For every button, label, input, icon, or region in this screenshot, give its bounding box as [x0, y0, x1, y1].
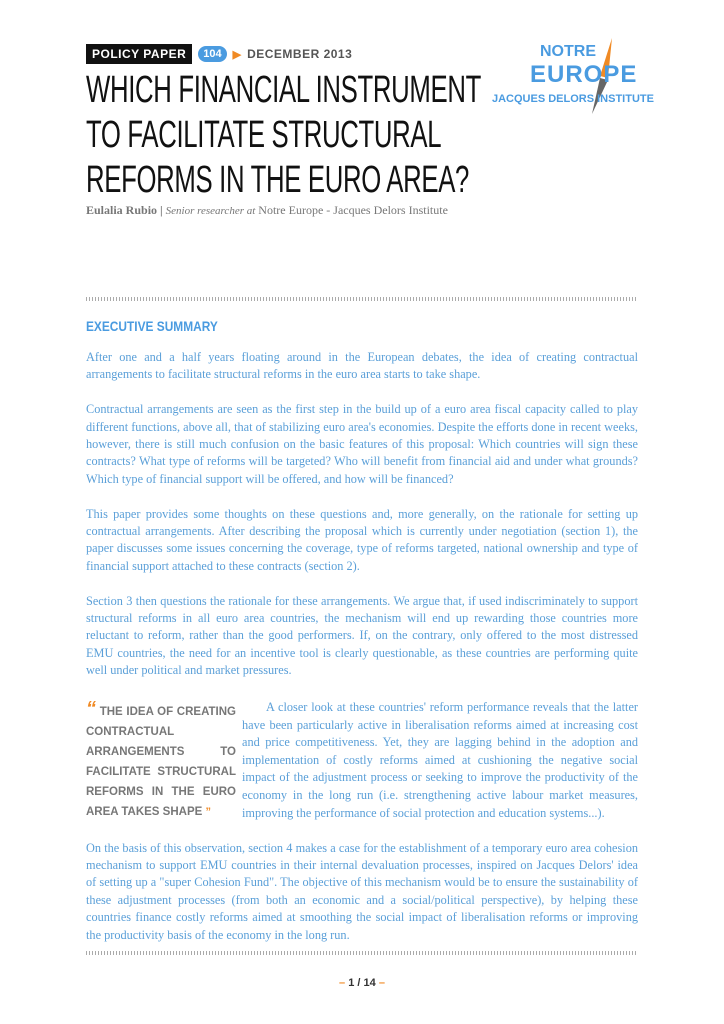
- logo-line: JACQUES DELORS INSTITUTE: [492, 93, 654, 105]
- dash-icon: –: [339, 977, 346, 989]
- page-title: [86, 68, 481, 203]
- notre-europe-logo: [492, 36, 682, 116]
- paragraph: A closer look at these countries' reform performance reveals that the latter have been particularly active in liberalisation reforms aimed at increasing cost and price competitiveness. Yet, they are lagging behind in the adoption and implementation of costly reforms aimed at cushioning the negative social impact of the adjustment process or seeking to improve the productivity of the economy in the long run (i.e. strengthening active labour market measures, improving the performance of social protection and education systems...).: [242, 700, 638, 820]
- divider: [86, 297, 638, 301]
- logo-line: EUROPE: [530, 61, 638, 88]
- arrow-icon: ▶: [232, 48, 242, 61]
- quote-block: [86, 697, 638, 822]
- summary-body: [86, 349, 638, 961]
- page-footer: [0, 977, 724, 989]
- author-line: [86, 203, 448, 218]
- paragraph: Section 3 then questions the rationale for these arrangements. We argue that, if used indiscriminately to support structural reforms in all euro area countries, the mechanism will end up rewarding those countries more reluctant to reform, rather than the good performers. If, on the contrary, only offered to the most distressed EMU countries, the need for an incentive tool is clearly questionable, as these countries are performing quite well under political and market pressures.: [86, 593, 638, 678]
- author-name: Eulalia Rubio |: [86, 203, 163, 217]
- dash-icon: –: [378, 977, 385, 989]
- title-line: REFORMS IN THE EURO AREA?: [86, 159, 470, 201]
- series-label: POLICY PAPER: [86, 44, 192, 64]
- title-line: WHICH FINANCIAL INSTRUMENT: [86, 69, 481, 111]
- paragraph: Contractual arrangements are seen as the first step in the build up of a euro area fiscal capacity called to play different functions, above all, that of stabilizing euro area's economies. Despite the efforts done in recent weeks, however, there is still much confusion on the basic features of this proposal: Which countries will sign these contracts? What type of reforms will be targeted? Who will benefit from financial aid and under what grounds? Which type of financial support will be offered, and how will be financed?: [86, 402, 638, 486]
- close-quote-icon: ”: [205, 806, 211, 819]
- author-role: Senior researcher at: [165, 205, 256, 217]
- pull-quote-text: THE IDEA OF CREATING CONTRACTUAL ARRANGEMENTS TO FACILITATE STRUCTURAL REFORMS IN THE EURO AREA TAKES SHAPE: [86, 706, 236, 819]
- page-number: 1 / 14: [348, 977, 376, 989]
- divider: [86, 951, 638, 955]
- open-quote-icon: “: [86, 698, 96, 721]
- section-heading: EXECUTIVE SUMMARY: [86, 318, 218, 334]
- paragraph: This paper provides some thoughts on these questions and, more generally, on the rationale for setting up contractual arrangements. After describing the proposal which is currently under negotiation (section 1), the paper discusses some issues concerning the coverage, type of reforms targeted, national ownership and type of financial support attached to these contracts (section 2).: [86, 506, 638, 573]
- publication-date: DECEMBER 2013: [247, 47, 353, 61]
- pull-quote: [86, 697, 236, 822]
- logo-line: NOTRE: [540, 43, 596, 60]
- paragraph: On the basis of this observation, section 4 makes a case for the establishment of a temporary euro area cohesion mechanism to support EMU countries in their internal devaluation processes, inspired on Jacques Delors' idea of setting up a "super Cohesion Fund". The objective of this mechanism would be to ensure the sustainability of these adjustment processes (from both an economic and a social/political perspective), by helping these countries finance costly reforms aimed at smoothing the social impact of liberalisation reforms or improving the productivity basis of the economy in the long run.: [86, 840, 638, 942]
- paper-header: [86, 44, 352, 64]
- paragraph: After one and a half years floating around in the European debates, the idea of creating contractual arrangements to facilitate structural reforms in the euro area starts to take shape.: [86, 350, 638, 382]
- title-line: TO FACILITATE STRUCTURAL: [86, 114, 442, 156]
- paper-number-badge: 104: [198, 46, 226, 62]
- author-org: Notre Europe - Jacques Delors Institute: [258, 203, 448, 217]
